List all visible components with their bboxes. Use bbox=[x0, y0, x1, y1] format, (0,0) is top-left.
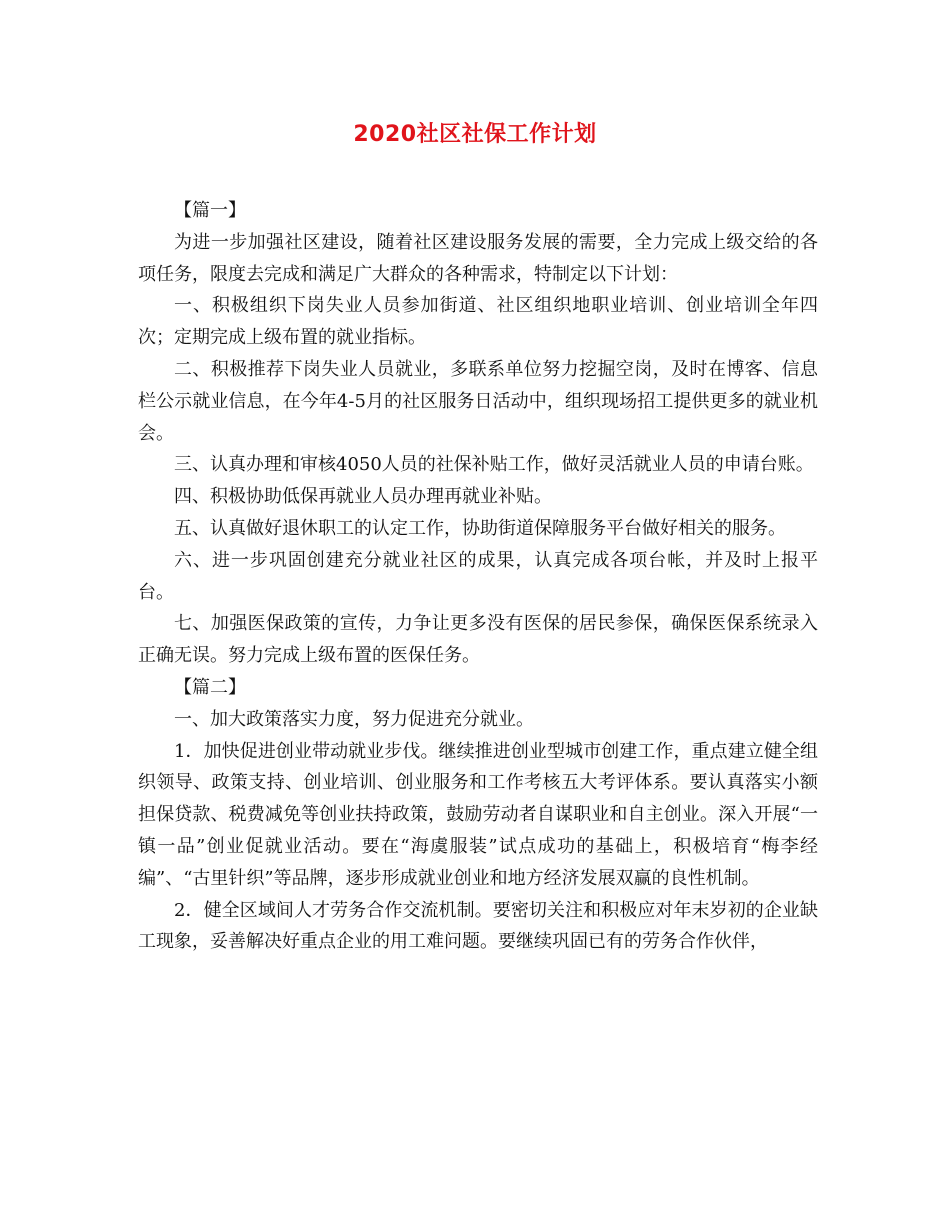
paragraph-section2-point-2: 2．健全区域间人才劳务合作交流机制。要密切关注和积极应对年末岁初的企业缺工现象，妥善解决好重点企业的用工难问题。要继续巩固已有的劳务合作伙伴， bbox=[138, 899, 818, 953]
paragraph-item-3: 三、认真办理和审核4050人员的社保补贴工作，做好灵活就业人员的申请台账。 bbox=[174, 454, 814, 476]
document-body bbox=[138, 195, 818, 958]
paragraph-section2-point-1: 1．加快促进创业带动就业步伐。继续推进创业型城市创建工作，重点建立健全组织领导、政策支持、创业培训、创业服务和工作考核五大考评体系。要认真落实小额担保贷款、税费减免等创业扶持政策，鼓励劳动者自谋职业和自主创业。深入开展“一镇一品”创业促就业活动。要在“海虞服装”试点成功的基础上，积极培育“梅李经编”、“古里针织”等品牌，逐步形成就业创业和地方经济发展双赢的良性机制。 bbox=[138, 740, 818, 889]
section-heading-1: 【篇一】 bbox=[174, 200, 246, 221]
section-heading-2: 【篇二】 bbox=[174, 676, 246, 698]
document-title: 2020社区社保工作计划 bbox=[353, 122, 597, 147]
paragraph-item-5: 五、认真做好退休职工的认定工作，协助街道保障服务平台做好相关的服务。 bbox=[174, 517, 786, 539]
paragraph-item-1: 一、积极组织下岗失业人员参加街道、社区组织地职业培训、创业培训全年四次；定期完成上级布置的就业指标。 bbox=[138, 295, 818, 349]
paragraph-item-6: 六、进一步巩固创建充分就业社区的成果，认真完成各项台帐，并及时上报平台。 bbox=[138, 549, 818, 603]
paragraph-item-4: 四、积极协助低保再就业人员办理再就业补贴。 bbox=[174, 486, 552, 508]
paragraph-item-7: 七、加强医保政策的宣传，力争让更多没有医保的居民参保，确保医保系统录入正确无误。努力完成上级布置的医保任务。 bbox=[138, 613, 818, 667]
paragraph-intro: 为进一步加强社区建设，随着社区建设服务发展的需要，全力完成上级交给的各项任务，限度去完成和满足广大群众的各种需求，特制定以下计划： bbox=[138, 231, 818, 285]
paragraph-section2-heading: 一、加大政策落实力度，努力促进充分就业。 bbox=[174, 708, 534, 730]
paragraph-item-2: 二、积极推荐下岗失业人员就业，多联系单位努力挖掘空岗，及时在博客、信息栏公示就业信息，在今年4-5月的社区服务日活动中，组织现场招工提供更多的就业机会。 bbox=[138, 358, 818, 444]
